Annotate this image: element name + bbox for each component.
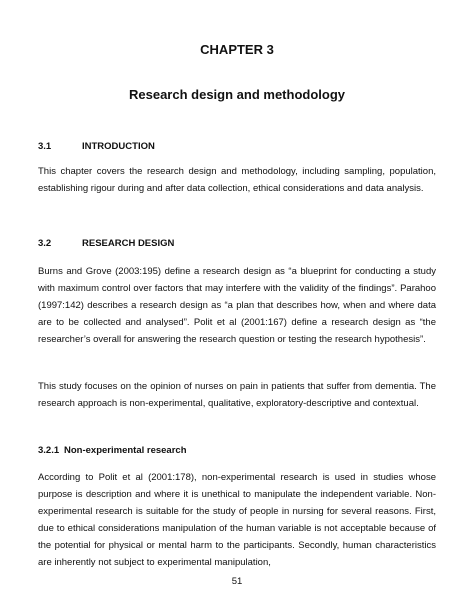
paragraph-study-focus: This study focuses on the opinion of nurses on pain in patients that suffer from dementia. The research approach is non-experimental, qualitative, exploratory-descriptive and contextual. [38, 381, 436, 409]
section-number: 3.2.1 [38, 445, 60, 456]
paragraph-introduction: This chapter covers the research design and methodology, including sampling, population, establishing rigour during and after data collection, ethical considerations and data analysis. [38, 166, 436, 194]
section-heading-research-design [38, 238, 174, 249]
chapter-heading: CHAPTER 3 [200, 42, 274, 57]
paragraph-research-design-definition: Burns and Grove (2003:195) define a research design as “a blueprint for conducting a study with maximum control over factors that may interfere with the validity of the findings”. Parahoo (1997:142) describes a research design as “a plan that describes how, when and where data are to be collected and analysed”. Polit et al (2001:167) define a research design as “the researcher’s overall for answering the research question or testing the research hypothesis”. [38, 266, 436, 345]
section-number: 3.2 [38, 238, 52, 249]
section-heading-introduction [38, 141, 155, 152]
section-heading-non-experimental [38, 445, 187, 456]
chapter-title: Research design and methodology [129, 87, 345, 102]
section-title: Non-experimental research [64, 445, 187, 456]
section-title: RESEARCH DESIGN [82, 238, 175, 249]
section-number: 3.1 [38, 141, 52, 152]
paragraph-non-experimental: According to Polit et al (2001:178), non-experimental research is used in studies whose purpose is description and where it is unethical to manipulate the independent variable. Non-experimental research is suitable for the study of people in nursing for several reasons. First, due to ethical considerations manipulation of the human variable is not acceptable because of the potential for physical or mental harm to the participants. Secondly, human characteristics are inherently not subject to experimental manipulation, [38, 472, 436, 568]
page-number: 51 [231, 576, 243, 587]
section-title: INTRODUCTION [82, 141, 155, 152]
